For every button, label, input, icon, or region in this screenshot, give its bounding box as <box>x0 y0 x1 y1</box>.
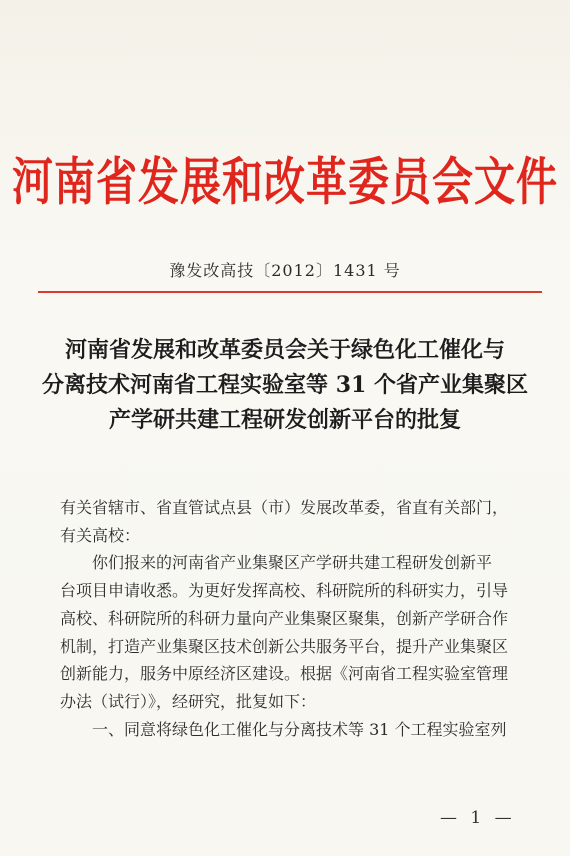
body-line: 你们报来的河南省产业集聚区产学研共建工程研发创新平 <box>92 553 493 573</box>
document-number: 豫发改高技〔2012〕1431 号 <box>169 261 401 280</box>
subject-line: 河南省发展和改革委员会关于绿色化工催化与 <box>64 337 505 363</box>
subject-line: 分离技术河南省工程实验室等 31 个省产业集聚区 <box>42 372 528 398</box>
document-subject <box>30 333 540 438</box>
body-line: 有关高校： <box>60 525 141 545</box>
body-line: 有关省辖市、省直管试点县（市）发展改革委，省直有关部门， <box>60 498 509 517</box>
red-separator-line <box>38 291 542 293</box>
subject-line: 产学研共建工程研发创新平台的批复 <box>108 407 461 433</box>
body-line: 创新能力，服务中原经济区建设。根据《河南省工程实验室管理 <box>60 664 509 684</box>
body-line: 办法（试行）》，经研究，批复如下： <box>60 691 317 711</box>
body-line: 高校、科研院所的科研力量向产业集聚区聚集，创新产学研合作 <box>60 608 509 628</box>
page-number: — 1 — <box>440 808 516 828</box>
body-line: 一、同意将绿色化工催化与分离技术等 31 个工程实验室列 <box>92 719 507 739</box>
document-body <box>60 494 542 743</box>
body-line: 台项目申请收悉。为更好发挥高校、科研院所的科研实力，引导 <box>60 581 509 601</box>
document-header-title: 河南省发展和改革委员会文件 <box>12 151 558 212</box>
body-line: 机制，打造产业集聚区技术创新公共服务平台，提升产业集聚区 <box>60 636 509 656</box>
